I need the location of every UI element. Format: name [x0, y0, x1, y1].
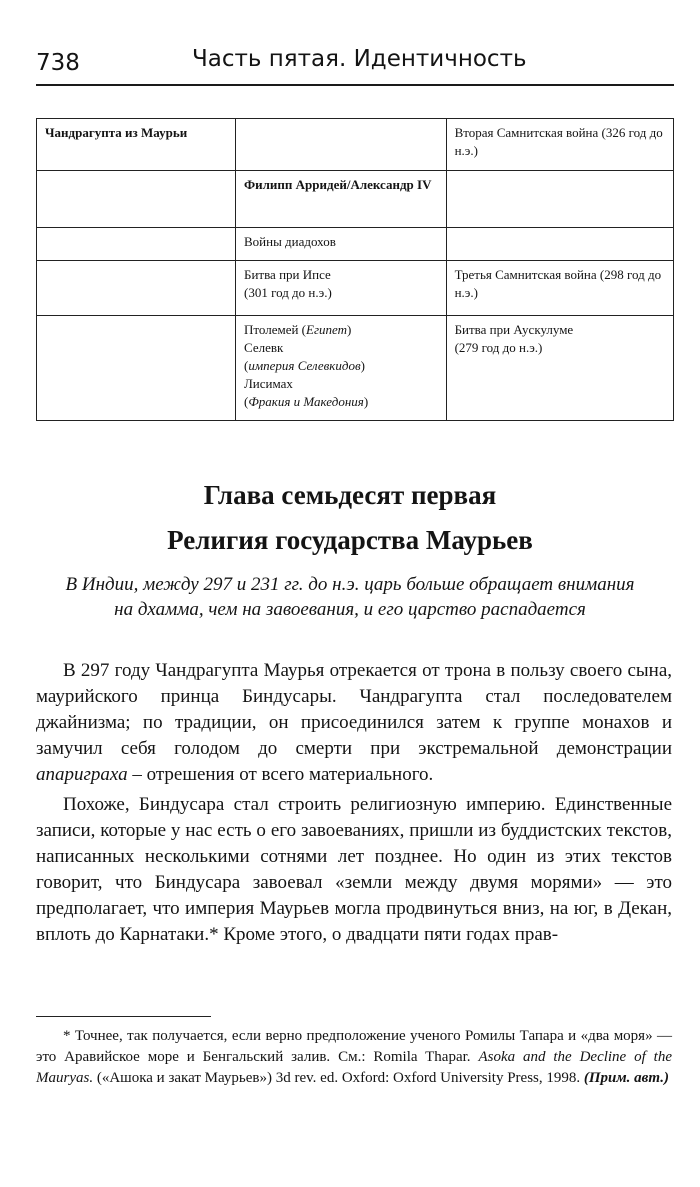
chapter-subtitle: В Индии, между 297 и 231 гг. до н.э. царь больше обращает внимания на дхамма, чем на завоевания, и его царство распадается: [65, 574, 635, 620]
table-cell: [37, 171, 236, 228]
page-number: 738: [36, 50, 80, 76]
table-cell: [235, 119, 446, 171]
body-text: [36, 658, 672, 948]
table-cell: [235, 228, 446, 261]
chapter-title: Религия государства Маурьев: [167, 525, 533, 555]
table-cell-segment: ): [347, 322, 352, 337]
footnote-divider: [36, 1016, 211, 1017]
table-cell: [446, 119, 673, 171]
table-cell: [37, 228, 236, 261]
table-cell-segment: Птолемей (: [243, 322, 307, 337]
table-cell-segment: Селевк: [243, 340, 284, 355]
table-cell: [37, 316, 236, 421]
table-cell-segment: империя Селевкидов: [248, 358, 361, 373]
table-cell-segment: Битва при Аускулуме: [454, 322, 574, 337]
table-row: [37, 228, 674, 261]
table-cell-segment: Битва при Ипсе: [243, 267, 331, 282]
chapter-number-title: Глава семьдесят первая: [203, 480, 497, 510]
table-cell: [446, 171, 673, 228]
page-header: [36, 44, 674, 86]
table-row: [37, 316, 674, 421]
table-row: [37, 261, 674, 316]
table-cell-segment: Египет: [306, 322, 348, 337]
paragraph-2: [36, 792, 672, 948]
footnote-segment: (Прим. авт.): [583, 1070, 669, 1086]
footnote-segment: («Ашока и закат Маурьев») 3d rev. ed. Oxford: Oxford University Press, 1998.: [93, 1070, 584, 1086]
table-cell: [235, 171, 446, 228]
table-cell-segment: ): [363, 394, 369, 409]
table-cell-segment: Вторая Самнитская война (326 год до н.э.): [454, 125, 663, 158]
paragraph-1-segment: В 297 году Чандрагупта Маурья отрекается от трона в пользу своего сына, маурийского принца Биндусары. Чандрагупта стал последователем джайнизма; по традиции, он присоединился затем к группе монахов и замучил себя голодом до смерти при экстремальной демонстрации: [36, 660, 672, 759]
table-cell: [235, 316, 446, 421]
table-row: [37, 171, 674, 228]
footnote-segment: * Точнее, так получается, если верно предположение ученого Ромилы Тапара и «два моря» — это Аравийское море и Бенгальский залив. См.: Romila Thapar.: [36, 1028, 672, 1065]
footnote-segment: Asoka and the Decline of the Mauryas.: [36, 1049, 672, 1086]
table-cell-segment: Фракия и Македония: [248, 394, 364, 409]
table-cell: [446, 316, 673, 421]
table-cell-segment: Войны диадохов: [243, 234, 336, 249]
table-cell-segment: Филипп Арридей/Александр IV: [243, 177, 432, 192]
table-cell: [446, 261, 673, 316]
chronology-table: [36, 118, 674, 421]
table-cell-segment: (: [243, 358, 249, 373]
table-cell-segment: Третья Самнитская война (298 год до н.э.): [454, 267, 662, 300]
table-cell: [235, 261, 446, 316]
paragraph-2-segment: Похоже, Биндусара стал строить религиозную империю. Единственные записи, которые у нас есть о его завоеваниях, пришли из буддистских текстов, написанных несколькими сотнями лет позднее. Но один из этих текстов говорит, что Биндусара завоевал «земли между двумя морями» — это предполагает, что империя Маурьев могла продвинуться вниз, на юг, в Декан, вплоть до Карнатаки.* Кроме этого, о двадцати пяти годах прав-: [36, 794, 672, 945]
table-cell-segment: (279 год до н.э.): [454, 340, 543, 355]
paragraph-1: [36, 658, 672, 788]
table-cell: [37, 119, 236, 171]
table-cell-segment: ): [360, 358, 365, 373]
table-cell-segment: (: [243, 394, 249, 409]
table-cell-segment: (301 год до н.э.): [243, 285, 332, 300]
table-cell: [446, 228, 673, 261]
paragraph-1-segment: апариграха: [36, 764, 128, 785]
table-cell-segment: Чандрагупта из Маурьи: [45, 125, 188, 140]
paragraph-1-segment: – отрешения от всего материального.: [127, 764, 434, 785]
running-title: Часть пятая. Идентичность: [192, 46, 527, 72]
table-cell: [37, 261, 236, 316]
table-cell-segment: Лисимах: [243, 376, 293, 391]
footnote: [36, 1026, 672, 1089]
table-row: [37, 119, 674, 171]
